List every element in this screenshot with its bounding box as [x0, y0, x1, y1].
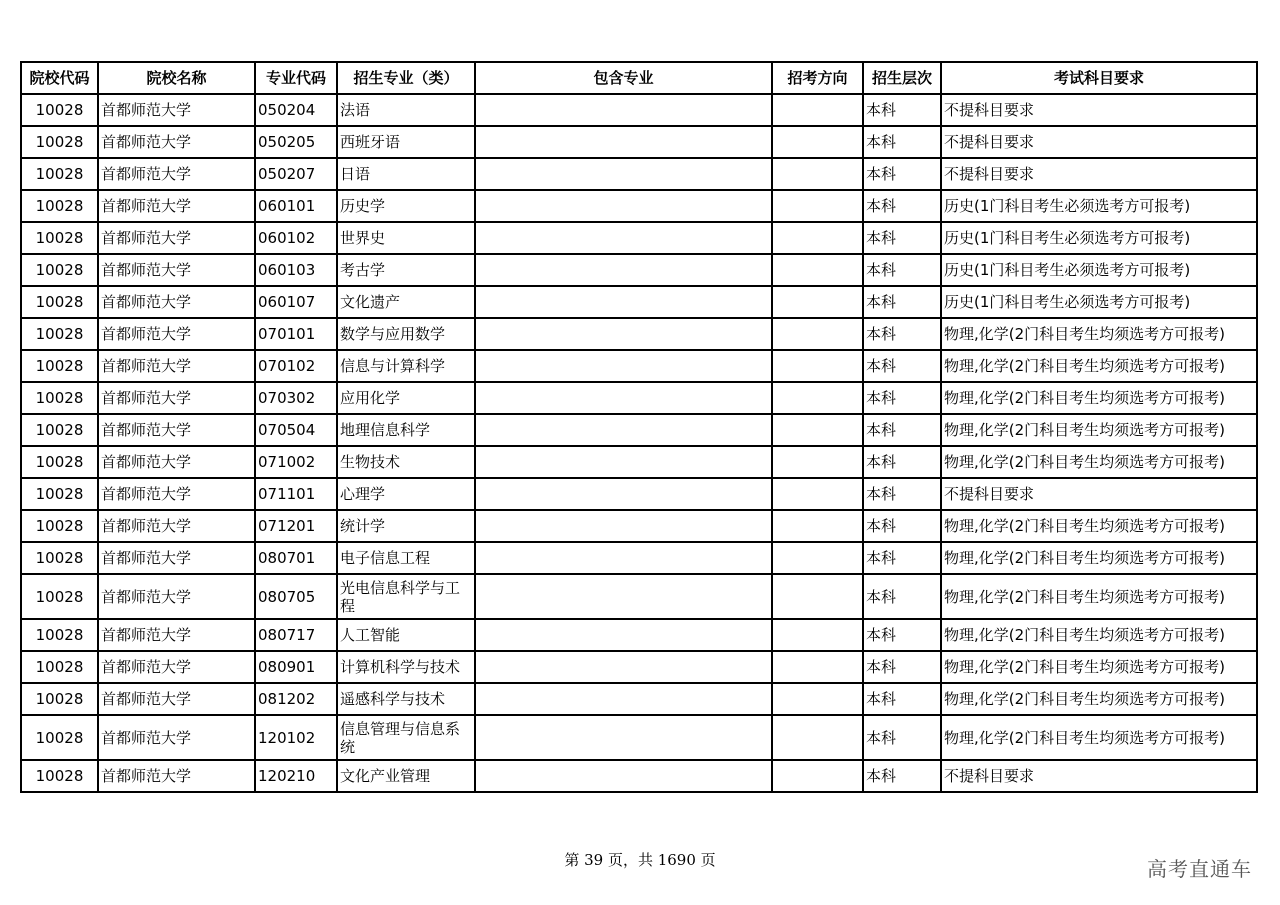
school-name-cell: 首都师范大学	[98, 350, 255, 382]
major-cell: 文化遗产	[337, 286, 475, 318]
table-row	[21, 510, 1257, 542]
direction-cell	[772, 190, 863, 222]
major-cell: 光电信息科学与工程	[337, 574, 475, 619]
direction-cell	[772, 574, 863, 619]
major-cell: 数学与应用数学	[337, 318, 475, 350]
table-row	[21, 158, 1257, 190]
table-row	[21, 190, 1257, 222]
included-majors-cell	[475, 318, 772, 350]
school-code-cell: 10028	[21, 683, 98, 715]
direction-cell	[772, 126, 863, 158]
level-cell: 本科	[863, 350, 941, 382]
school-name-cell: 首都师范大学	[98, 126, 255, 158]
table-row	[21, 382, 1257, 414]
included-majors-cell	[475, 382, 772, 414]
major-cell: 历史学	[337, 190, 475, 222]
header-level: 招生层次	[863, 62, 941, 94]
school-code-cell: 10028	[21, 254, 98, 286]
subject-requirement-cell: 不提科目要求	[941, 478, 1257, 510]
school-name-cell: 首都师范大学	[98, 683, 255, 715]
major-cell: 生物技术	[337, 446, 475, 478]
major-code-cell: 050207	[255, 158, 337, 190]
major-cell: 文化产业管理	[337, 760, 475, 792]
watermark-logo: 高考直通车	[1147, 857, 1252, 881]
header-school-name: 院校名称	[98, 62, 255, 94]
level-cell: 本科	[863, 651, 941, 683]
major-cell: 信息管理与信息系统	[337, 715, 475, 760]
school-code-cell: 10028	[21, 126, 98, 158]
school-code-cell: 10028	[21, 446, 98, 478]
major-code-cell: 070302	[255, 382, 337, 414]
page-number: 第 39 页，共 1690 页	[564, 851, 716, 869]
school-code-cell: 10028	[21, 190, 98, 222]
included-majors-cell	[475, 478, 772, 510]
included-majors-cell	[475, 510, 772, 542]
level-cell: 本科	[863, 222, 941, 254]
header-major-code: 专业代码	[255, 62, 337, 94]
direction-cell	[772, 318, 863, 350]
major-cell: 应用化学	[337, 382, 475, 414]
school-code-cell: 10028	[21, 478, 98, 510]
level-cell: 本科	[863, 715, 941, 760]
direction-cell	[772, 222, 863, 254]
included-majors-cell	[475, 619, 772, 651]
school-name-cell: 首都师范大学	[98, 619, 255, 651]
table-row	[21, 350, 1257, 382]
school-code-cell: 10028	[21, 510, 98, 542]
direction-cell	[772, 760, 863, 792]
subject-requirement-cell: 物理,化学(2门科目考生均须选考方可报考)	[941, 414, 1257, 446]
table-row	[21, 478, 1257, 510]
table-row	[21, 254, 1257, 286]
subject-requirement-cell: 物理,化学(2门科目考生均须选考方可报考)	[941, 683, 1257, 715]
level-cell: 本科	[863, 760, 941, 792]
direction-cell	[772, 651, 863, 683]
subject-requirement-cell: 物理,化学(2门科目考生均须选考方可报考)	[941, 382, 1257, 414]
school-code-cell: 10028	[21, 414, 98, 446]
table-row	[21, 619, 1257, 651]
major-cell: 心理学	[337, 478, 475, 510]
major-code-cell: 070504	[255, 414, 337, 446]
major-code-cell: 060107	[255, 286, 337, 318]
major-code-cell: 080717	[255, 619, 337, 651]
level-cell: 本科	[863, 683, 941, 715]
table-row	[21, 414, 1257, 446]
table-row	[21, 651, 1257, 683]
major-code-cell: 060101	[255, 190, 337, 222]
school-code-cell: 10028	[21, 715, 98, 760]
subject-requirement-cell: 物理,化学(2门科目考生均须选考方可报考)	[941, 574, 1257, 619]
school-name-cell: 首都师范大学	[98, 510, 255, 542]
direction-cell	[772, 254, 863, 286]
school-name-cell: 首都师范大学	[98, 254, 255, 286]
major-cell: 地理信息科学	[337, 414, 475, 446]
level-cell: 本科	[863, 510, 941, 542]
level-cell: 本科	[863, 94, 941, 126]
table-row	[21, 94, 1257, 126]
direction-cell	[772, 286, 863, 318]
school-name-cell: 首都师范大学	[98, 478, 255, 510]
included-majors-cell	[475, 94, 772, 126]
header-school-code: 院校代码	[21, 62, 98, 94]
school-code-cell: 10028	[21, 158, 98, 190]
major-code-cell: 120102	[255, 715, 337, 760]
major-cell: 世界史	[337, 222, 475, 254]
major-cell: 日语	[337, 158, 475, 190]
subject-requirement-cell: 历史(1门科目考生必须选考方可报考)	[941, 222, 1257, 254]
major-code-cell: 120210	[255, 760, 337, 792]
level-cell: 本科	[863, 478, 941, 510]
direction-cell	[772, 683, 863, 715]
included-majors-cell	[475, 414, 772, 446]
table-row	[21, 318, 1257, 350]
major-cell: 电子信息工程	[337, 542, 475, 574]
school-code-cell: 10028	[21, 760, 98, 792]
major-code-cell: 080901	[255, 651, 337, 683]
major-cell: 人工智能	[337, 619, 475, 651]
school-code-cell: 10028	[21, 286, 98, 318]
included-majors-cell	[475, 683, 772, 715]
level-cell: 本科	[863, 254, 941, 286]
major-cell: 信息与计算科学	[337, 350, 475, 382]
major-code-cell: 050205	[255, 126, 337, 158]
included-majors-cell	[475, 126, 772, 158]
included-majors-cell	[475, 350, 772, 382]
school-name-cell: 首都师范大学	[98, 94, 255, 126]
major-cell: 计算机科学与技术	[337, 651, 475, 683]
table-row	[21, 760, 1257, 792]
school-name-cell: 首都师范大学	[98, 542, 255, 574]
included-majors-cell	[475, 190, 772, 222]
subject-requirement-cell: 物理,化学(2门科目考生均须选考方可报考)	[941, 510, 1257, 542]
school-code-cell: 10028	[21, 542, 98, 574]
school-code-cell: 10028	[21, 574, 98, 619]
subject-requirement-cell: 物理,化学(2门科目考生均须选考方可报考)	[941, 350, 1257, 382]
level-cell: 本科	[863, 446, 941, 478]
level-cell: 本科	[863, 619, 941, 651]
table-row	[21, 126, 1257, 158]
major-code-cell: 080701	[255, 542, 337, 574]
major-code-cell: 071002	[255, 446, 337, 478]
school-name-cell: 首都师范大学	[98, 446, 255, 478]
direction-cell	[772, 542, 863, 574]
major-code-cell: 071101	[255, 478, 337, 510]
direction-cell	[772, 382, 863, 414]
subject-requirement-cell: 历史(1门科目考生必须选考方可报考)	[941, 190, 1257, 222]
direction-cell	[772, 715, 863, 760]
subject-requirement-cell: 不提科目要求	[941, 126, 1257, 158]
subject-requirement-cell: 物理,化学(2门科目考生均须选考方可报考)	[941, 542, 1257, 574]
school-code-cell: 10028	[21, 619, 98, 651]
school-code-cell: 10028	[21, 94, 98, 126]
school-name-cell: 首都师范大学	[98, 760, 255, 792]
included-majors-cell	[475, 446, 772, 478]
major-code-cell: 060102	[255, 222, 337, 254]
level-cell: 本科	[863, 286, 941, 318]
major-cell: 西班牙语	[337, 126, 475, 158]
included-majors-cell	[475, 254, 772, 286]
major-code-cell: 060103	[255, 254, 337, 286]
included-majors-cell	[475, 542, 772, 574]
major-code-cell: 070101	[255, 318, 337, 350]
school-name-cell: 首都师范大学	[98, 414, 255, 446]
direction-cell	[772, 350, 863, 382]
direction-cell	[772, 94, 863, 126]
major-code-cell: 071201	[255, 510, 337, 542]
table-row	[21, 715, 1257, 760]
school-name-cell: 首都师范大学	[98, 574, 255, 619]
table-row	[21, 542, 1257, 574]
table-body	[21, 94, 1257, 792]
major-cell: 统计学	[337, 510, 475, 542]
major-code-cell: 081202	[255, 683, 337, 715]
level-cell: 本科	[863, 126, 941, 158]
included-majors-cell	[475, 651, 772, 683]
major-code-cell: 050204	[255, 94, 337, 126]
subject-requirement-cell: 物理,化学(2门科目考生均须选考方可报考)	[941, 446, 1257, 478]
included-majors-cell	[475, 574, 772, 619]
included-majors-cell	[475, 158, 772, 190]
level-cell: 本科	[863, 158, 941, 190]
direction-cell	[772, 158, 863, 190]
level-cell: 本科	[863, 190, 941, 222]
major-cell: 考古学	[337, 254, 475, 286]
subject-requirement-cell: 物理,化学(2门科目考生均须选考方可报考)	[941, 715, 1257, 760]
school-code-cell: 10028	[21, 318, 98, 350]
included-majors-cell	[475, 760, 772, 792]
subject-requirement-cell: 历史(1门科目考生必须选考方可报考)	[941, 286, 1257, 318]
major-cell: 遥感科学与技术	[337, 683, 475, 715]
school-name-cell: 首都师范大学	[98, 190, 255, 222]
included-majors-cell	[475, 715, 772, 760]
school-name-cell: 首都师范大学	[98, 222, 255, 254]
school-name-cell: 首都师范大学	[98, 318, 255, 350]
table-row	[21, 683, 1257, 715]
school-code-cell: 10028	[21, 651, 98, 683]
level-cell: 本科	[863, 318, 941, 350]
table-row	[21, 446, 1257, 478]
header-subject-requirement: 考试科目要求	[941, 62, 1257, 94]
direction-cell	[772, 446, 863, 478]
level-cell: 本科	[863, 414, 941, 446]
level-cell: 本科	[863, 542, 941, 574]
major-code-cell: 080705	[255, 574, 337, 619]
school-name-cell: 首都师范大学	[98, 651, 255, 683]
subject-requirement-cell: 物理,化学(2门科目考生均须选考方可报考)	[941, 651, 1257, 683]
included-majors-cell	[475, 286, 772, 318]
level-cell: 本科	[863, 382, 941, 414]
school-code-cell: 10028	[21, 382, 98, 414]
school-name-cell: 首都师范大学	[98, 382, 255, 414]
school-name-cell: 首都师范大学	[98, 715, 255, 760]
school-name-cell: 首都师范大学	[98, 286, 255, 318]
header-row	[21, 62, 1257, 94]
included-majors-cell	[475, 222, 772, 254]
subject-requirement-cell: 不提科目要求	[941, 158, 1257, 190]
table-row	[21, 574, 1257, 619]
subject-requirement-cell: 不提科目要求	[941, 94, 1257, 126]
school-code-cell: 10028	[21, 350, 98, 382]
subject-requirement-cell: 历史(1门科目考生必须选考方可报考)	[941, 254, 1257, 286]
header-major: 招生专业（类）	[337, 62, 475, 94]
header-included-majors: 包含专业	[475, 62, 772, 94]
header-direction: 招考方向	[772, 62, 863, 94]
table-row	[21, 222, 1257, 254]
direction-cell	[772, 619, 863, 651]
subject-requirement-cell: 不提科目要求	[941, 760, 1257, 792]
school-name-cell: 首都师范大学	[98, 158, 255, 190]
level-cell: 本科	[863, 574, 941, 619]
major-code-cell: 070102	[255, 350, 337, 382]
table-row	[21, 286, 1257, 318]
direction-cell	[772, 478, 863, 510]
admission-table	[20, 61, 1258, 793]
direction-cell	[772, 414, 863, 446]
direction-cell	[772, 510, 863, 542]
subject-requirement-cell: 物理,化学(2门科目考生均须选考方可报考)	[941, 318, 1257, 350]
major-cell: 法语	[337, 94, 475, 126]
subject-requirement-cell: 物理,化学(2门科目考生均须选考方可报考)	[941, 619, 1257, 651]
school-code-cell: 10028	[21, 222, 98, 254]
